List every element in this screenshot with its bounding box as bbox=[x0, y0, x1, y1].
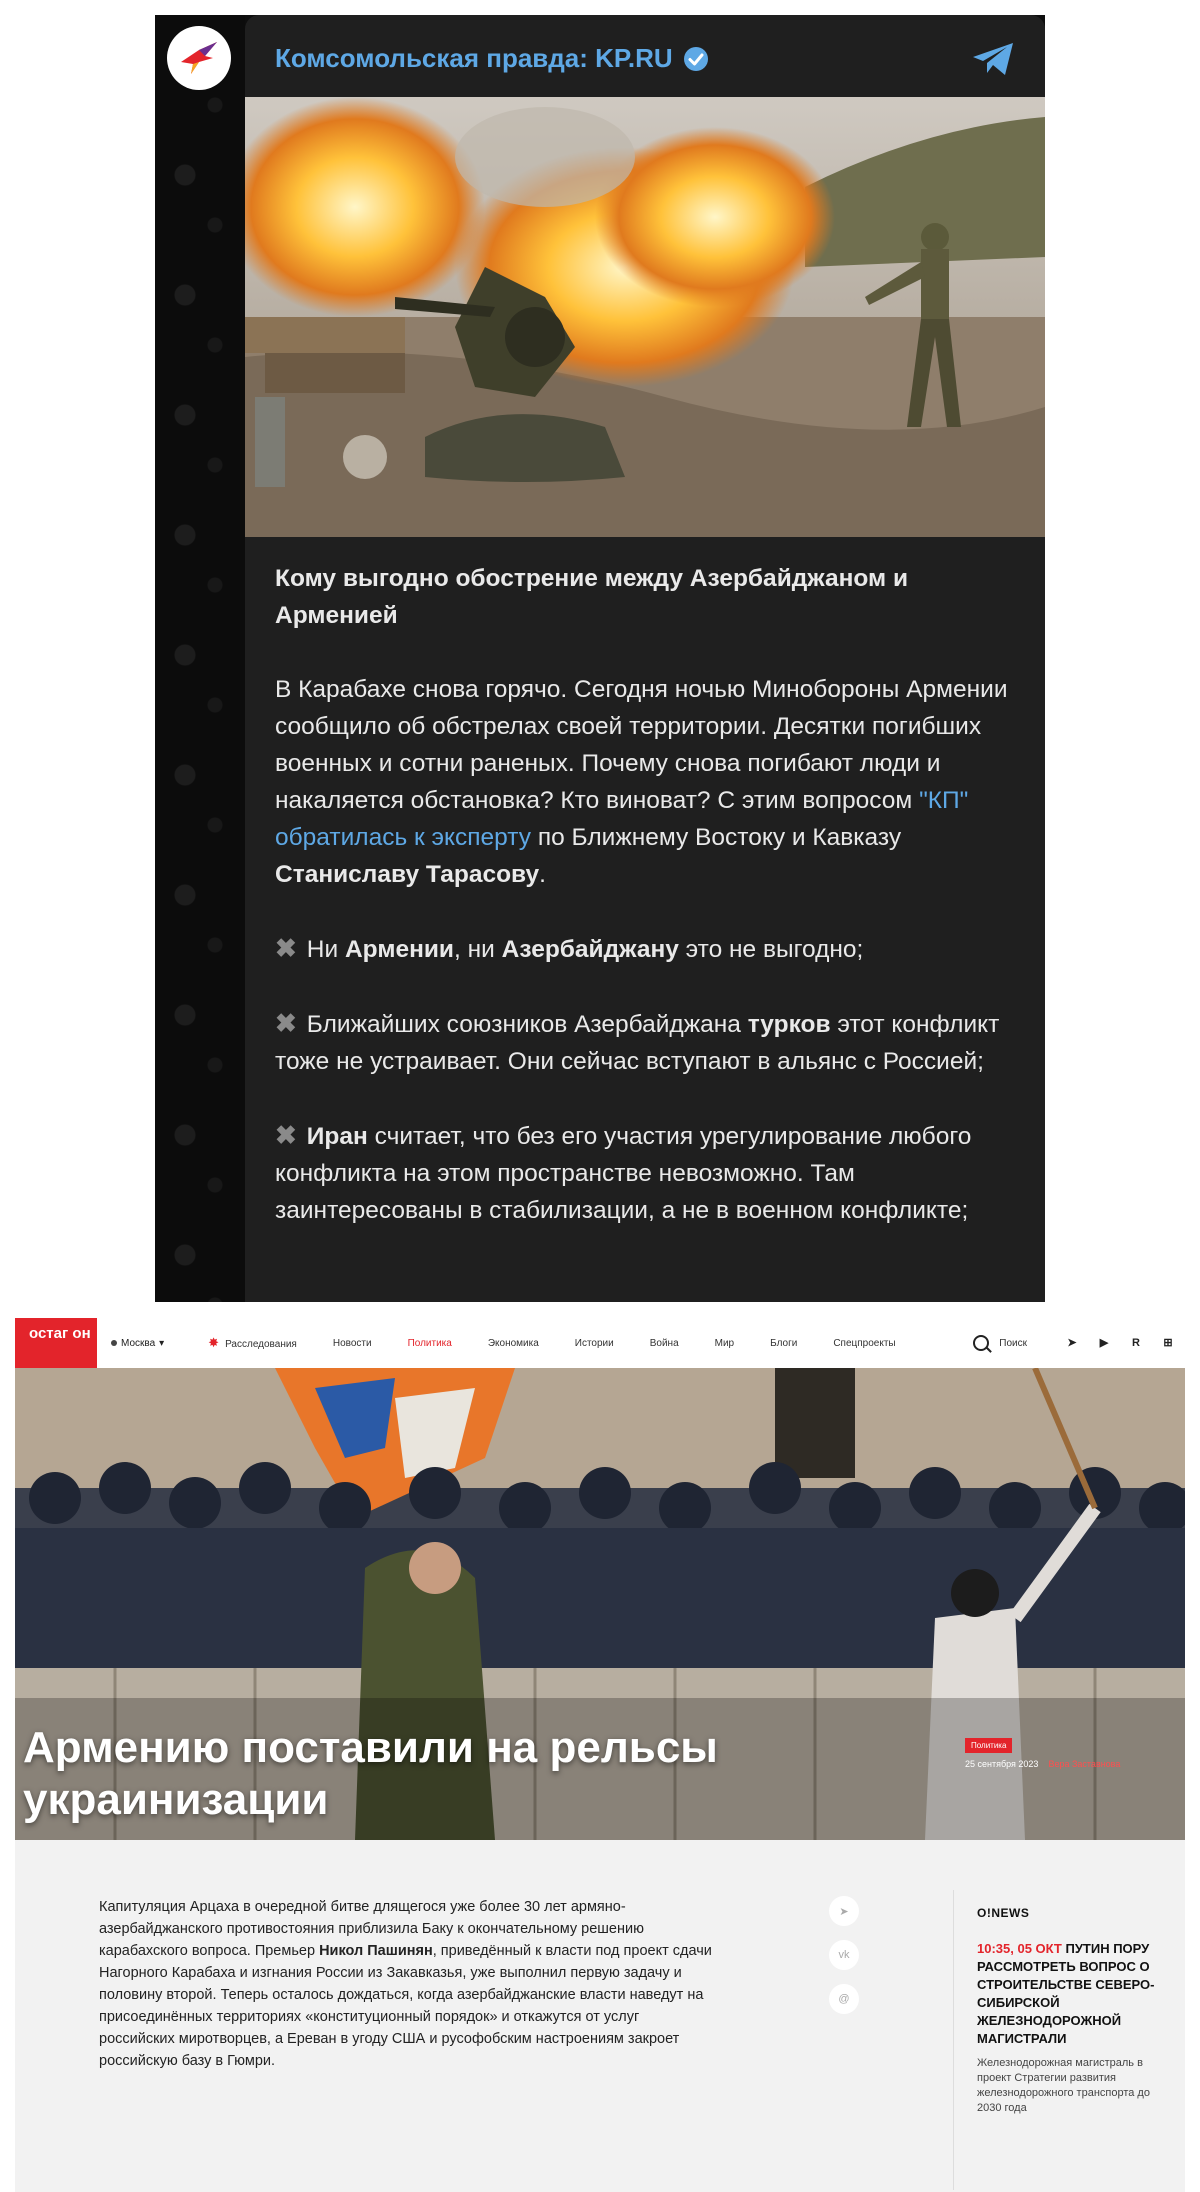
menu-item-special[interactable]: Спецпроекты bbox=[833, 1337, 896, 1349]
article-text: Капитуляция Арцаха в очередной битве длящегося уже более 30 лет армяно-азербайджанского противостояния приблизила Баку к окончательному решению карабахского вопроса. Премьер bbox=[99, 1899, 644, 1959]
vk-icon[interactable]: ⊞ bbox=[1163, 1337, 1173, 1349]
article-lead bbox=[99, 1896, 719, 2072]
menu-item-war[interactable]: Война bbox=[649, 1337, 679, 1349]
bullet-text: , ни bbox=[454, 936, 502, 963]
article-date: 25 сентября 2023 bbox=[965, 1759, 1039, 1769]
intro-end: . bbox=[539, 861, 546, 888]
bullet-bold: турков bbox=[747, 1011, 831, 1038]
news-item-text: Железнодорожная магистраль в проект Стратегии развития железнодорожного транспорта до 2030 года bbox=[977, 2057, 1150, 2114]
article-author[interactable]: Вера Заставнова bbox=[1048, 1759, 1121, 1769]
swallow-logo-icon bbox=[177, 36, 221, 80]
sidebar-divider bbox=[953, 1890, 954, 2190]
bullet-text: это не выгодно; bbox=[678, 936, 864, 963]
news-item-headline: ПУТИН ПОРУ РАССМОТРЕТЬ ВОПРОС О СТРОИТЕЛЬСТВЕ СЕВЕРО-СИБИРСКОЙ ЖЕЛЕЗНОДОРОЖНОЙ МАГИСТРАЛИ bbox=[977, 1941, 1155, 2046]
rutube-icon[interactable]: R bbox=[1132, 1337, 1140, 1349]
article-meta bbox=[965, 1738, 1120, 1769]
menu-item-world[interactable]: Мир bbox=[714, 1337, 735, 1349]
cross-mark-icon: ✖ bbox=[275, 1120, 297, 1150]
channel-avatar[interactable] bbox=[167, 26, 231, 90]
channel-name[interactable]: Комсомольская правда: KP.RU bbox=[275, 43, 673, 73]
menu-label: Расследования bbox=[225, 1339, 297, 1350]
search-label: Поиск bbox=[999, 1337, 1027, 1349]
post-text bbox=[275, 560, 1015, 1266]
chat-background-pattern bbox=[155, 15, 245, 1302]
bullet-bold: Армении bbox=[344, 936, 454, 963]
link-icon[interactable]: @ bbox=[829, 1984, 859, 2014]
category-tag[interactable]: Политика bbox=[965, 1738, 1012, 1753]
youtube-icon[interactable]: ▶ bbox=[1099, 1337, 1109, 1349]
telegram-icon[interactable]: ➤ bbox=[1067, 1337, 1077, 1349]
cross-mark-icon: ✖ bbox=[275, 1008, 297, 1038]
menu-item-investigations[interactable] bbox=[208, 1335, 297, 1351]
chevron-down-icon: ▾ bbox=[159, 1337, 165, 1349]
news-heading: O!NEWS bbox=[977, 1906, 1030, 1920]
bullet-bold: Азербайджану bbox=[501, 936, 679, 963]
bullet-bold: Иран bbox=[306, 1123, 368, 1150]
post-title: Кому выгодно обострение между Азербайджаном и Арменией bbox=[275, 565, 909, 629]
expert-name: Станиславу Тарасову bbox=[275, 861, 540, 888]
menu-item-blogs[interactable]: Блоги bbox=[770, 1337, 798, 1349]
ostagon-article-page bbox=[15, 1318, 1185, 2192]
article-headline: Армению поставили на рельсы украинизации bbox=[23, 1723, 718, 1824]
article-bold-name: Никол Пашинян bbox=[319, 1943, 433, 1959]
telegram-icon[interactable]: ➤ bbox=[829, 1896, 859, 1926]
nav-right bbox=[973, 1318, 1175, 1368]
date-author-row bbox=[965, 1759, 1120, 1769]
telegram-post bbox=[155, 15, 1045, 1302]
location-pin-icon bbox=[111, 1340, 117, 1346]
site-logo[interactable]: остаг он bbox=[15, 1318, 97, 1368]
article-text: , приведённый к власти под проект сдачи Нагорного Карабаха и изгнания России из Закавказья, уже выполнил первую задачу и половину второй. Теперь осталось дождаться, когда азербайджанские власти наведут на присоединённых территориях «конституционный порядок» и откажутся от услуг российских миротворцев, а Ереван в угоду США и русофобским настроениям закроет российскую базу в Гюмри. bbox=[99, 1943, 712, 2069]
bullet-text: считает, что без его участия урегулирование любого конфликта на этом пространстве невозможно. Там заинтересованы в стабилизации, а не в военном конфликте; bbox=[275, 1123, 972, 1224]
share-panel bbox=[829, 1896, 859, 2014]
bullet-item bbox=[275, 1117, 1015, 1229]
search-icon bbox=[973, 1335, 989, 1351]
bullet-text: Ни bbox=[306, 936, 345, 963]
news-item-title[interactable] bbox=[977, 1940, 1177, 2048]
vk-icon[interactable]: vk bbox=[829, 1940, 859, 1970]
bullet-item bbox=[275, 930, 1015, 968]
bullet-text: Ближайших союзников Азербайджана bbox=[306, 1011, 748, 1038]
search-box[interactable] bbox=[973, 1335, 1027, 1351]
bullet-text: этот конфликт тоже не устраивает. Они сейчас вступают в альянс с Россией; bbox=[275, 1011, 1000, 1075]
menu-item-economy[interactable]: Экономика bbox=[487, 1337, 539, 1349]
post-intro bbox=[275, 671, 1015, 893]
hero-image[interactable] bbox=[15, 1368, 1185, 1840]
expert-link[interactable]: "КП" обратилась к эксперту bbox=[275, 787, 969, 851]
article-body bbox=[15, 1840, 1185, 2192]
intro-text-2: по Ближнему Востоку и Кавказу bbox=[531, 824, 902, 851]
main-menu bbox=[208, 1335, 895, 1351]
city-label: Москва bbox=[121, 1337, 156, 1349]
artillery-photo bbox=[245, 97, 1045, 537]
menu-item-politics[interactable]: Политика bbox=[407, 1337, 452, 1349]
bullet-item bbox=[275, 1005, 1015, 1080]
investigations-icon: ✸ bbox=[208, 1335, 220, 1350]
menu-item-stories[interactable]: Истории bbox=[574, 1337, 614, 1349]
menu-item-news[interactable]: Новости bbox=[332, 1337, 372, 1349]
verified-badge-icon bbox=[683, 46, 709, 72]
post-photo[interactable] bbox=[245, 97, 1045, 537]
intro-text: В Карабахе снова горячо. Сегодня ночью Минобороны Армении сообщило об обстрелах своей территории. Десятки погибших военных и сотни раненых. Почему снова погибают люди и накаляется обстановка? Кто виноват? С этим вопросом bbox=[275, 676, 1008, 814]
telegram-share-icon[interactable] bbox=[971, 41, 1015, 77]
news-sidebar bbox=[977, 1906, 1177, 2116]
message-bubble bbox=[245, 15, 1045, 1302]
cross-mark-icon: ✖ bbox=[275, 933, 297, 963]
news-item-time: 10:35, 05 ОКТ bbox=[977, 1941, 1062, 1956]
top-navigation bbox=[15, 1318, 1185, 1368]
city-selector[interactable] bbox=[111, 1338, 164, 1349]
message-header bbox=[275, 43, 709, 74]
